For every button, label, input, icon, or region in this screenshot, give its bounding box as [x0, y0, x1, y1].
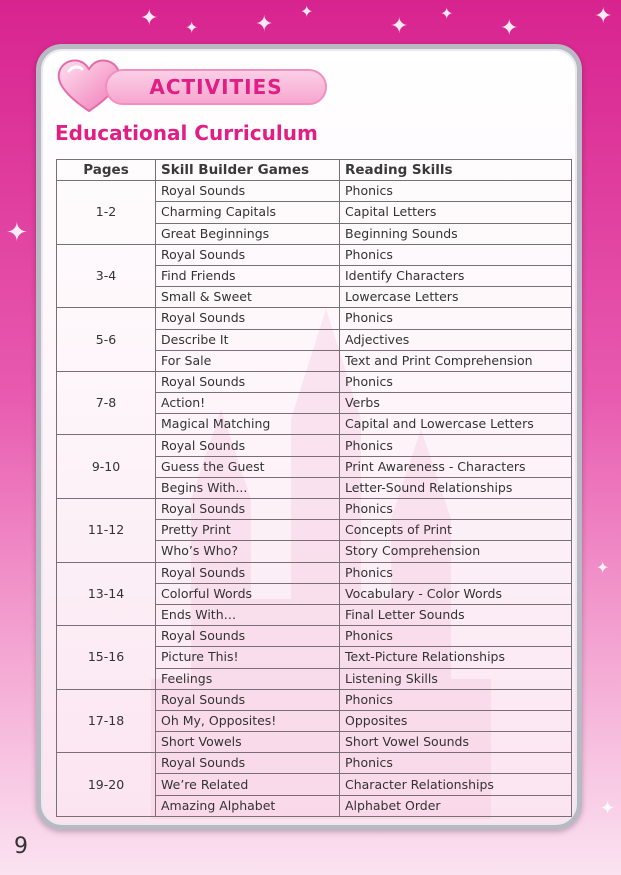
- table-row: [57, 181, 572, 202]
- skill-cell: Capital Letters: [340, 202, 572, 223]
- game-cell: Feelings: [156, 668, 340, 689]
- pages-cell: 15-16: [57, 626, 156, 690]
- skill-cell: Beginning Sounds: [340, 223, 572, 244]
- sparkle-icon: ✦: [594, 4, 613, 29]
- game-cell: For Sale: [156, 350, 340, 371]
- skill-cell: Phonics: [340, 689, 572, 710]
- skill-cell: Phonics: [340, 435, 572, 456]
- section-label: ACTIVITIES: [149, 75, 283, 99]
- game-cell: Action!: [156, 393, 340, 414]
- skill-cell: Phonics: [340, 499, 572, 520]
- skill-cell: Lowercase Letters: [340, 287, 572, 308]
- skill-cell: Phonics: [340, 371, 572, 392]
- table-body: [57, 181, 572, 817]
- game-cell: Describe It: [156, 329, 340, 350]
- pages-cell: 13-14: [57, 562, 156, 626]
- skill-cell: Story Comprehension: [340, 541, 572, 562]
- skill-cell: Final Letter Sounds: [340, 604, 572, 625]
- column-header-skills: Reading Skills: [340, 160, 572, 181]
- sparkle-icon: ✦: [596, 558, 610, 577]
- activities-panel: [36, 44, 582, 830]
- skill-cell: Vocabulary - Color Words: [340, 583, 572, 604]
- pages-cell: 19-20: [57, 753, 156, 817]
- game-cell: Great Beginnings: [156, 223, 340, 244]
- pages-cell: 9-10: [57, 435, 156, 499]
- pages-cell: 7-8: [57, 371, 156, 435]
- game-cell: Royal Sounds: [156, 499, 340, 520]
- game-cell: Charming Capitals: [156, 202, 340, 223]
- table-row: [57, 562, 572, 583]
- pages-cell: 17-18: [57, 689, 156, 753]
- game-cell: Oh My, Opposites!: [156, 710, 340, 731]
- section-banner: [105, 69, 327, 105]
- game-cell: Royal Sounds: [156, 626, 340, 647]
- game-cell: Royal Sounds: [156, 435, 340, 456]
- game-cell: Picture This!: [156, 647, 340, 668]
- skill-cell: Phonics: [340, 244, 572, 265]
- skill-cell: Letter-Sound Relationships: [340, 477, 572, 498]
- column-header-pages: Pages: [57, 160, 156, 181]
- sparkle-icon: ✦: [6, 218, 28, 248]
- table-row: [57, 499, 572, 520]
- game-cell: Begins With...: [156, 477, 340, 498]
- skill-cell: Print Awareness - Characters: [340, 456, 572, 477]
- skill-cell: Text-Picture Relationships: [340, 647, 572, 668]
- sparkle-icon: ✦: [140, 6, 159, 31]
- game-cell: Find Friends: [156, 265, 340, 286]
- game-cell: Colorful Words: [156, 583, 340, 604]
- table-row: [57, 753, 572, 774]
- game-cell: Ends With…: [156, 604, 340, 625]
- table-header-row: [57, 160, 572, 181]
- sparkle-icon: ✦: [255, 12, 274, 37]
- game-cell: Royal Sounds: [156, 181, 340, 202]
- skill-cell: Capital and Lowercase Letters: [340, 414, 572, 435]
- game-cell: Royal Sounds: [156, 308, 340, 329]
- pages-cell: 3-4: [57, 244, 156, 308]
- skill-cell: Listening Skills: [340, 668, 572, 689]
- skill-cell: Identify Characters: [340, 265, 572, 286]
- pages-cell: 11-12: [57, 499, 156, 563]
- skill-cell: Opposites: [340, 710, 572, 731]
- skill-cell: Phonics: [340, 308, 572, 329]
- skill-cell: Phonics: [340, 753, 572, 774]
- pages-cell: 5-6: [57, 308, 156, 372]
- game-cell: Royal Sounds: [156, 689, 340, 710]
- table-row: [57, 626, 572, 647]
- skill-cell: Verbs: [340, 393, 572, 414]
- table-row: [57, 371, 572, 392]
- sparkle-icon: ✦: [600, 798, 616, 819]
- page-title: Educational Curriculum: [55, 121, 318, 145]
- skill-cell: Alphabet Order: [340, 795, 572, 816]
- skill-cell: Phonics: [340, 562, 572, 583]
- game-cell: Small & Sweet: [156, 287, 340, 308]
- game-cell: Royal Sounds: [156, 562, 340, 583]
- column-header-games: Skill Builder Games: [156, 160, 340, 181]
- table-row: [57, 689, 572, 710]
- game-cell: Magical Matching: [156, 414, 340, 435]
- skill-cell: Phonics: [340, 181, 572, 202]
- table-row: [57, 308, 572, 329]
- sparkle-icon: ✦: [440, 4, 454, 23]
- page-number: 9: [14, 834, 28, 859]
- game-cell: Amazing Alphabet: [156, 795, 340, 816]
- game-cell: Guess the Guest: [156, 456, 340, 477]
- skill-cell: Adjectives: [340, 329, 572, 350]
- skill-cell: Phonics: [340, 626, 572, 647]
- skill-cell: Concepts of Print: [340, 520, 572, 541]
- game-cell: Who’s Who?: [156, 541, 340, 562]
- sparkle-icon: ✦: [185, 18, 199, 37]
- skill-cell: Text and Print Comprehension: [340, 350, 572, 371]
- game-cell: Royal Sounds: [156, 753, 340, 774]
- sparkle-icon: ✦: [390, 14, 409, 39]
- game-cell: Royal Sounds: [156, 244, 340, 265]
- pages-cell: 1-2: [57, 181, 156, 245]
- sparkle-icon: ✦: [500, 16, 519, 41]
- table-row: [57, 435, 572, 456]
- skill-cell: Short Vowel Sounds: [340, 732, 572, 753]
- game-cell: Short Vowels: [156, 732, 340, 753]
- game-cell: We’re Related: [156, 774, 340, 795]
- game-cell: Pretty Print: [156, 520, 340, 541]
- curriculum-table: [56, 159, 572, 817]
- skill-cell: Character Relationships: [340, 774, 572, 795]
- sparkle-icon: ✦: [300, 2, 314, 21]
- game-cell: Royal Sounds: [156, 371, 340, 392]
- table-row: [57, 244, 572, 265]
